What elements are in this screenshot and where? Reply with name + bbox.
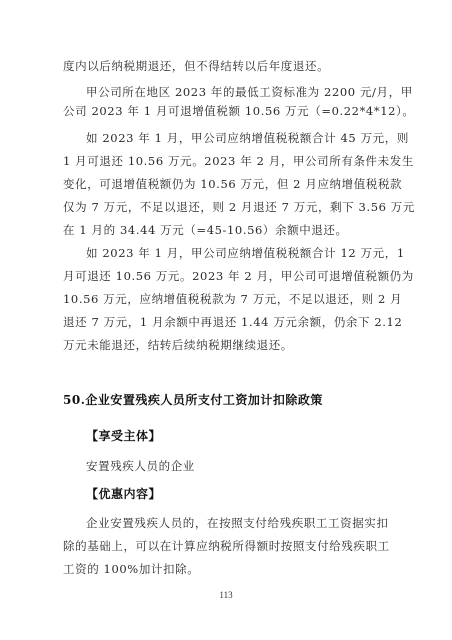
section-title: 50.企业安置残疾人员所支付工资加计扣除政策 [63,393,323,407]
text-line: 公司 2023 年 1 月可退增值税额 10.56 万元（=0.22*4*12）。 [63,104,415,118]
text-line: 工资的 100%加计扣除。 [63,562,200,576]
text-line: 甲公司所在地区 2023 年的最低工资标准为 2200 元/月，甲 [86,85,413,99]
text-line: 度内以后纳税期退还，但不得结转以后年度退还。 [63,59,330,73]
benefit-heading: 【优惠内容】 [86,487,162,501]
text-line: 企业安置残疾人员的，在按照支付给残疾职工工资据实扣 [86,516,389,530]
text-line: 10.56 万元，应纳增值税税款为 7 万元，不足以退还，则 2 月 [63,292,403,306]
page-number: 113 [219,590,233,600]
text-line: 1 月可退还 10.56 万元。2023 年 2 月，甲公司所有条件未发生 [63,154,414,168]
text-line: 万元未能退还，结转后续纳税期继续退还。 [63,338,293,352]
text-line: 退还 7 万元，1 月余额中再退还 1.44 万元余额，仍余下 2.12 [63,315,403,329]
text-line: 如 2023 年 1 月，甲公司应纳增值税税额合计 12 万元，1 [86,246,405,260]
text-line: 除的基础上，可以在计算应纳税所得额时按照支付给残疾职工 [63,539,390,553]
beneficiary-text: 安置残疾人员的企业 [86,459,195,473]
text-line: 在 1 月的 34.44 万元（=45-10.56）余额中退还。 [63,223,348,237]
text-line: 仅为 7 万元，不足以退还，则 2 月退还 7 万元，剩下 3.56 万元 [63,200,415,214]
text-line: 如 2023 年 1 月，甲公司应纳增值税税额合计 45 万元，则 [86,131,409,145]
beneficiary-heading: 【享受主体】 [86,429,162,443]
text-line: 变化，可退增值税额仍为 10.56 万元，但 2 月应纳增值税税款 [63,177,403,191]
text-line: 月可退还 10.56 万元。2023 年 2 月，甲公司可退增值税额仍为 [63,269,414,283]
